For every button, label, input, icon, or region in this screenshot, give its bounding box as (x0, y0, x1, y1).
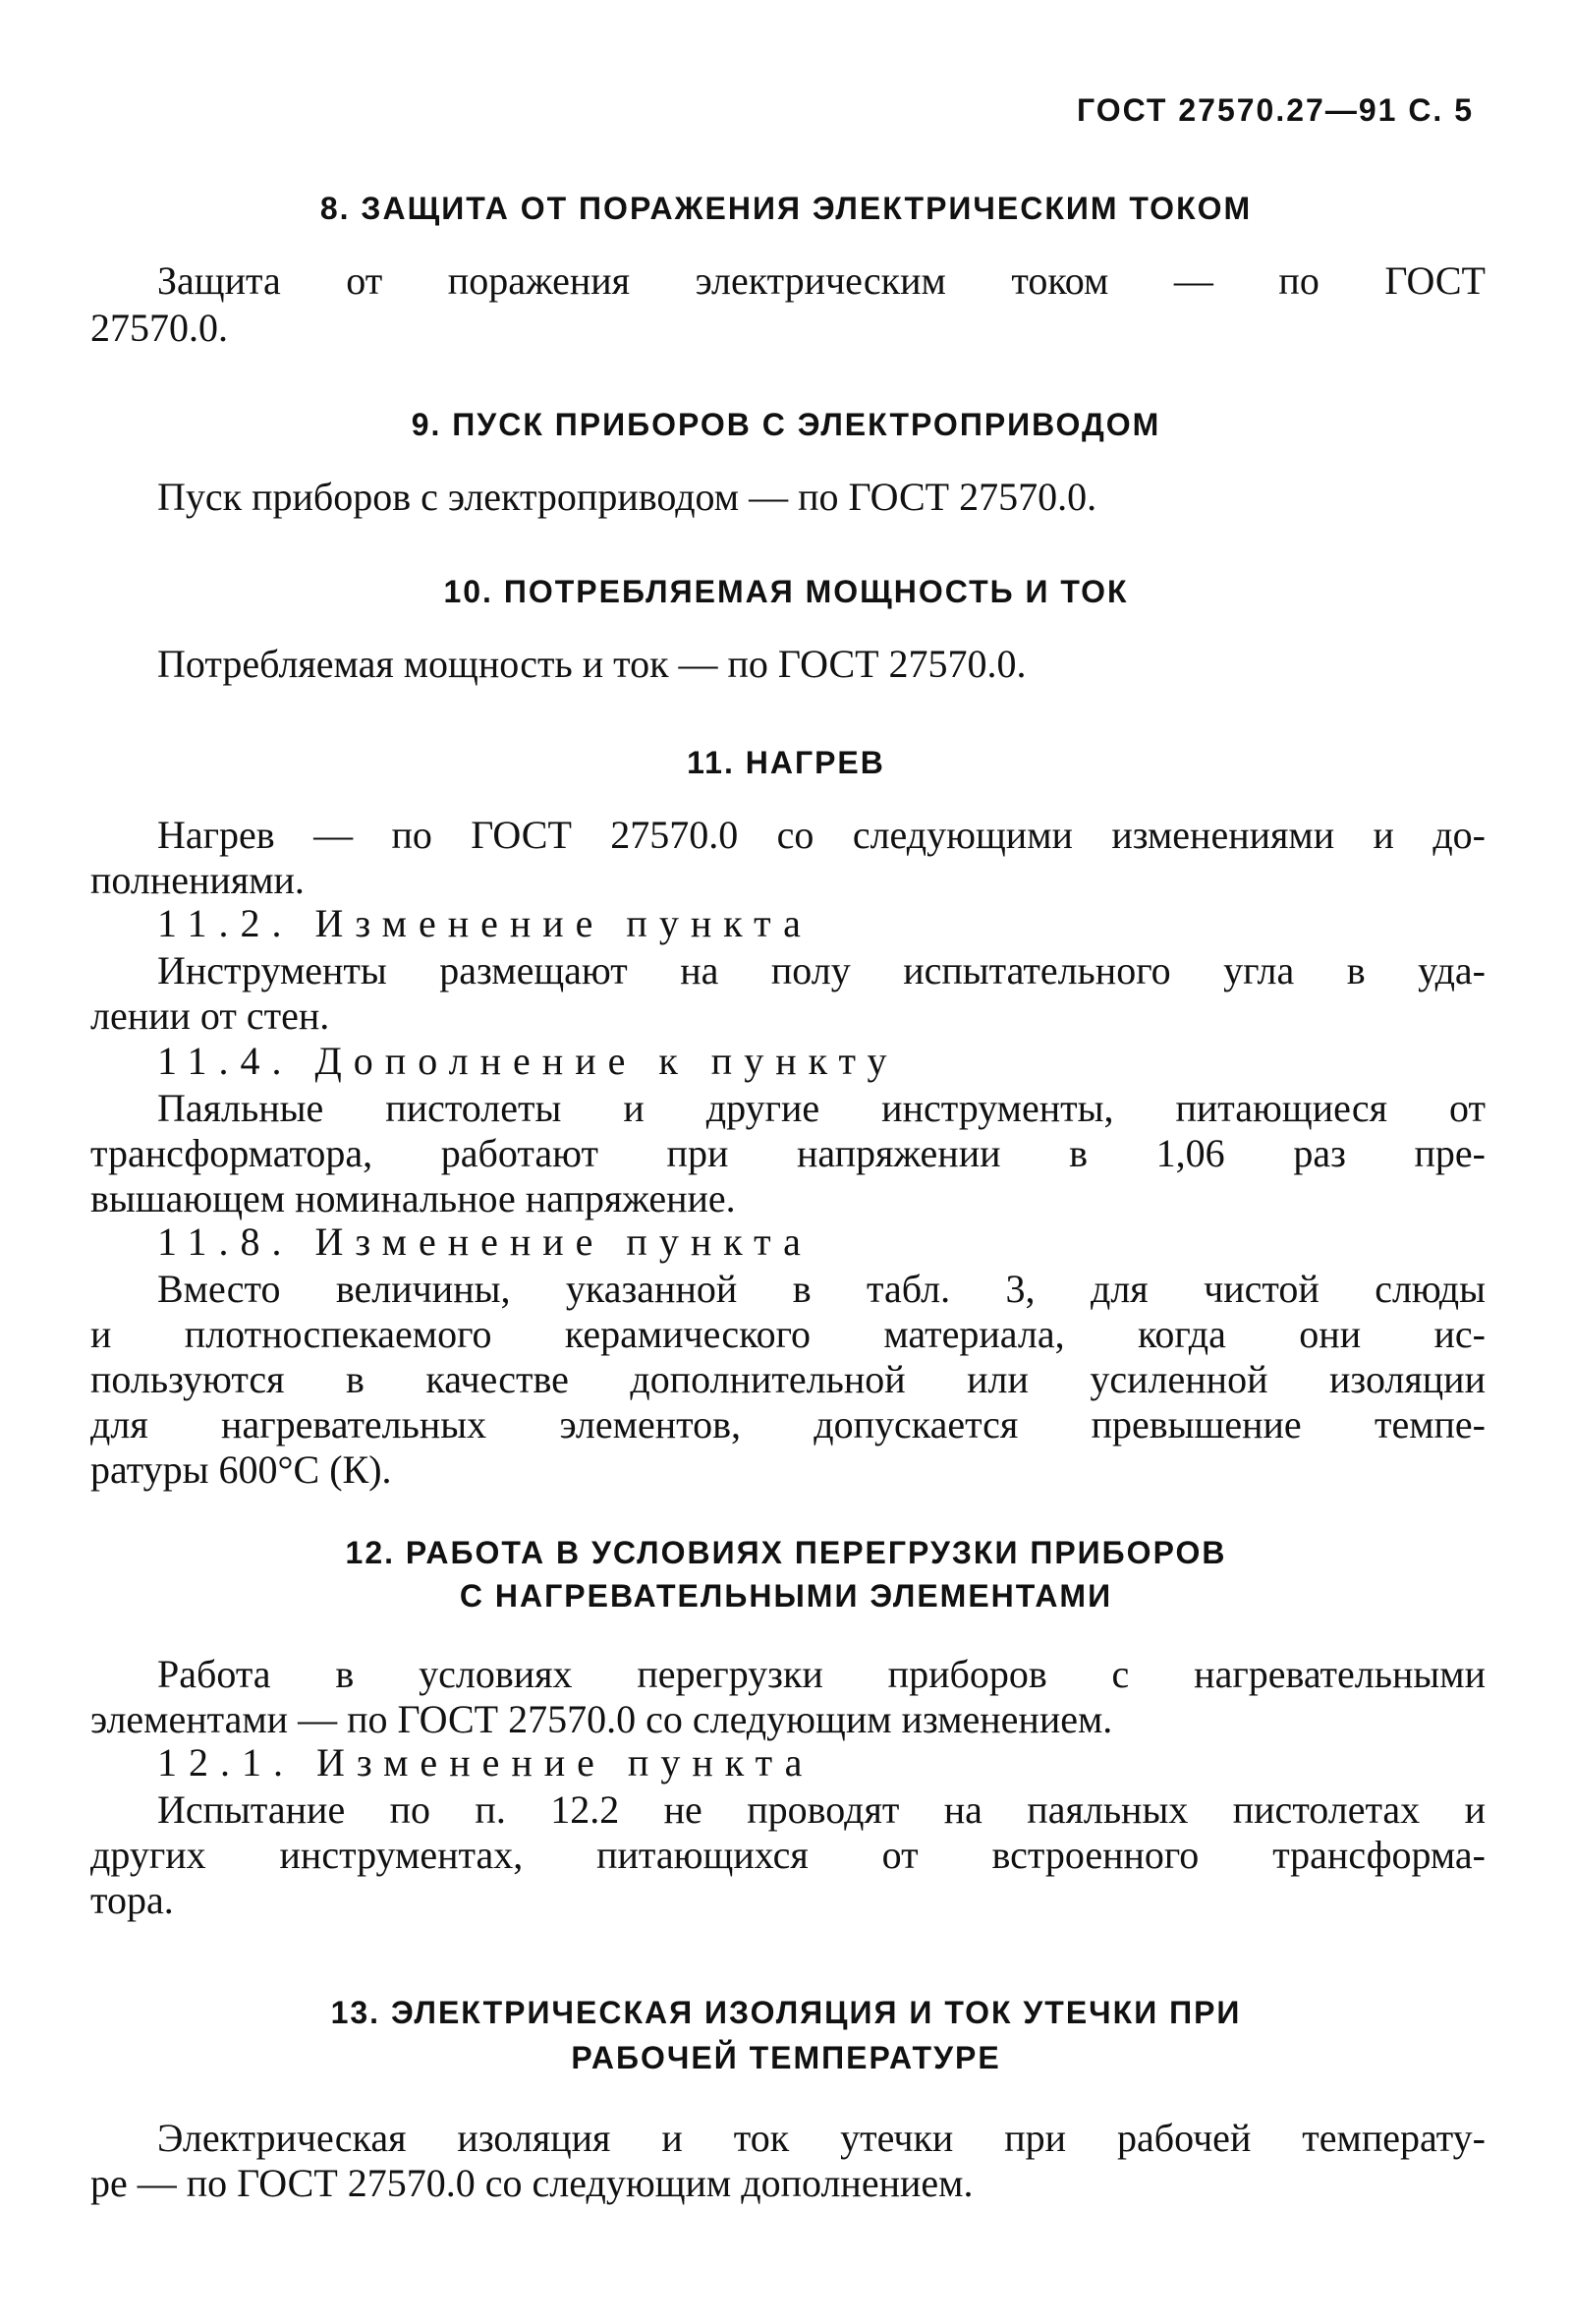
subclause-11-2-line-1: Инструменты размещают на полу испытательного угла в уда- (157, 948, 1486, 992)
subclause-12-1-line-2: других инструментах, питающихся от встроенного трансформа- (90, 1833, 1486, 1877)
section-12-heading-line-1: 12. РАБОТА В УСЛОВИЯХ ПЕРЕГРУЗКИ ПРИБОРОВ (345, 1535, 1227, 1570)
subclause-12-1-title: 12.1. Изменение пункта (157, 1740, 814, 1785)
section-13-heading-line-1: 13. ЭЛЕКТРИЧЕСКАЯ ИЗОЛЯЦИЯ И ТОК УТЕЧКИ ПРИ (330, 1995, 1242, 2030)
section-12-intro-line-2: элементами — по ГОСТ 27570.0 со следующим изменением. (90, 1697, 1113, 1741)
subclause-12-1-line-1: Испытание по п. 12.2 не проводят на паяльных пистолетах и (157, 1787, 1486, 1832)
subclause-11-4-line-3: вышающем номинальное напряжение. (90, 1176, 736, 1220)
section-11-intro-line-2: полнениями. (90, 858, 305, 902)
subclause-11-8-line-5: ратуры 600°С (К). (90, 1447, 392, 1492)
section-8-line-1: Защита от поражения электрическим током — по ГОСТ (157, 258, 1486, 303)
subclause-11-8-title: 11.8. Изменение пункта (157, 1219, 813, 1264)
subclause-11-2-title: 11.2. Изменение пункта (157, 901, 813, 945)
subclause-12-1-line-3: тора. (90, 1878, 174, 1922)
section-11-intro-line-1: Нагрев — по ГОСТ 27570.0 со следующими изменениями и до- (157, 813, 1486, 857)
section-9-heading: 9. ПУСК ПРИБОРОВ С ЭЛЕКТРОПРИВОДОМ (411, 407, 1161, 442)
subclause-11-8-line-3: пользуются в качестве дополнительной или усиленной изоляции (90, 1357, 1486, 1401)
section-11-heading: 11. НАГРЕВ (687, 745, 885, 780)
running-header: ГОСТ 27570.27—91 С. 5 (1077, 92, 1474, 128)
subclause-11-4-title: 11.4. Дополнение к пункту (157, 1039, 899, 1083)
subclause-11-2-line-2: лении от стен. (90, 993, 330, 1038)
section-13-intro-line-1: Электрическая изоляция и ток утечки при рабочей температу- (157, 2116, 1486, 2160)
section-10-text: Потребляемая мощность и ток — по ГОСТ 27570.0. (157, 642, 1027, 686)
section-8-heading: 8. ЗАЩИТА ОТ ПОРАЖЕНИЯ ЭЛЕКТРИЧЕСКИМ ТОКОМ (319, 191, 1253, 226)
subclause-11-8-line-2: и плотноспекаемого керамического материала, когда они ис- (90, 1312, 1486, 1356)
subclause-11-4-line-1: Паяльные пистолеты и другие инструменты, питающиеся от (157, 1086, 1486, 1130)
section-13-intro-line-2: ре — по ГОСТ 27570.0 со следующим дополнением. (90, 2161, 974, 2205)
section-10-heading: 10. ПОТРЕБЛЯЕМАЯ МОЩНОСТЬ И ТОК (443, 574, 1129, 609)
section-8-line-2: 27570.0. (90, 306, 228, 350)
section-12-intro-line-1: Работа в условиях перегрузки приборов с нагревательными (157, 1652, 1486, 1696)
section-12-heading-line-2: С НАГРЕВАТЕЛЬНЫМИ ЭЛЕМЕНТАМИ (459, 1578, 1113, 1614)
subclause-11-8-line-4: для нагревательных элементов, допускается превышение темпе- (90, 1402, 1486, 1446)
subclause-11-4-line-2: трансформатора, работают при напряжении в 1,06 раз пре- (90, 1131, 1486, 1175)
subclause-11-8-line-1: Вместо величины, указанной в табл. 3, для чистой слюды (157, 1267, 1486, 1311)
section-9-text: Пуск приборов с электроприводом — по ГОСТ 27570.0. (157, 475, 1097, 519)
section-13-heading-line-2: РАБОЧЕЙ ТЕМПЕРАТУРЕ (571, 2040, 1001, 2075)
